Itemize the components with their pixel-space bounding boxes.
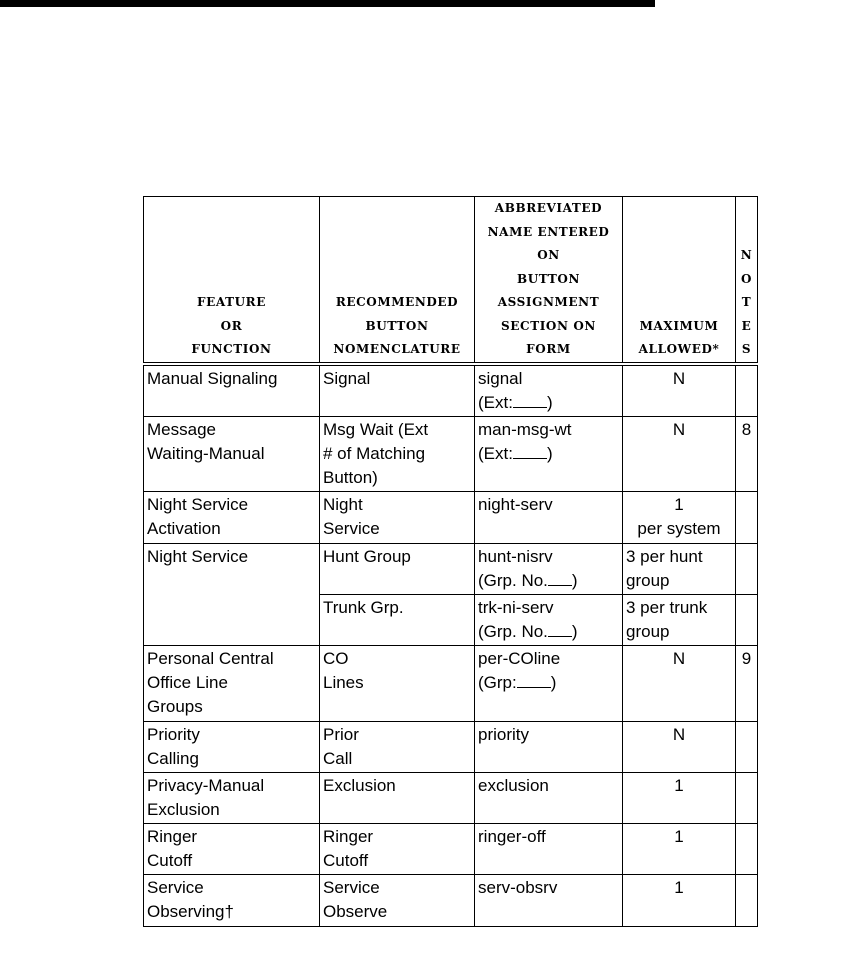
nomenclature-cell: Prior Call [320, 721, 475, 772]
table-row [144, 416, 758, 491]
maximum-cell: 1 [623, 874, 736, 926]
maximum-cell: N [623, 364, 736, 417]
header-notes: N O T E S [736, 197, 758, 364]
maximum-cell: 3 per trunk group [623, 594, 736, 645]
top-rule [0, 0, 655, 7]
table-row [144, 364, 758, 417]
notes-cell [736, 823, 758, 874]
nomenclature-cell: Ringer Cutoff [320, 823, 475, 874]
button-assignment-table [143, 196, 758, 927]
header-nomenclature: RECOMMENDED BUTTON NOMENCLATURE [320, 197, 475, 364]
fill-in-blank [513, 393, 547, 408]
feature-cell: Privacy-Manual Exclusion [144, 772, 320, 823]
abbreviation-cell: night-serv [475, 491, 623, 543]
header-feature: FEATURE OR FUNCTION [144, 197, 320, 364]
header-maximum-allowed: MAXIMUM ALLOWED* [623, 197, 736, 364]
feature-cell: Night Service Activation [144, 491, 320, 543]
abbreviation-cell: exclusion [475, 772, 623, 823]
notes-cell [736, 772, 758, 823]
header-abbreviated-name: ABBREVIATED NAME ENTERED ON BUTTON ASSIGNMENT SECTION ON FORM [475, 197, 623, 364]
maximum-cell: N [623, 721, 736, 772]
nomenclature-cell: Night Service [320, 491, 475, 543]
table-row [144, 491, 758, 543]
notes-cell [736, 364, 758, 417]
nomenclature-cell: Trunk Grp. [320, 594, 475, 645]
nomenclature-cell: Signal [320, 364, 475, 417]
fill-in-blank [548, 622, 572, 637]
abbreviation-cell: ringer-off [475, 823, 623, 874]
notes-cell [736, 543, 758, 594]
abbreviation-cell: serv-obsrv [475, 874, 623, 926]
nomenclature-cell: CO Lines [320, 645, 475, 721]
nomenclature-cell: Hunt Group [320, 543, 475, 594]
feature-cell: Night Service [144, 543, 320, 645]
maximum-cell: N [623, 416, 736, 491]
maximum-cell: N [623, 645, 736, 721]
notes-cell [736, 491, 758, 543]
maximum-cell: 1 [623, 772, 736, 823]
table-row [144, 874, 758, 926]
abbreviation-cell: man-msg-wt (Ext: ) [475, 416, 623, 491]
fill-in-blank [517, 673, 551, 688]
notes-cell [736, 721, 758, 772]
table-row [144, 645, 758, 721]
abbreviation-cell: signal (Ext: ) [475, 364, 623, 417]
abbreviation-cell: priority [475, 721, 623, 772]
maximum-cell: 1 [623, 823, 736, 874]
nomenclature-cell: Exclusion [320, 772, 475, 823]
notes-cell [736, 594, 758, 645]
fill-in-blank [513, 444, 547, 459]
feature-cell: Service Observing† [144, 874, 320, 926]
notes-cell: 9 [736, 645, 758, 721]
table-row [144, 543, 758, 594]
fill-in-blank [548, 571, 572, 586]
table-row [144, 772, 758, 823]
notes-cell [736, 874, 758, 926]
feature-cell: Ringer Cutoff [144, 823, 320, 874]
maximum-cell: 3 per hunt group [623, 543, 736, 594]
feature-cell: Priority Calling [144, 721, 320, 772]
abbreviation-cell: trk-ni-serv (Grp. No. ) [475, 594, 623, 645]
feature-cell: Manual Signaling [144, 364, 320, 417]
nomenclature-cell: Service Observe [320, 874, 475, 926]
abbreviation-cell: hunt-nisrv (Grp. No. ) [475, 543, 623, 594]
nomenclature-cell: Msg Wait (Ext # of Matching Button) [320, 416, 475, 491]
notes-cell: 8 [736, 416, 758, 491]
feature-cell: Message Waiting-Manual [144, 416, 320, 491]
header-row [144, 197, 758, 364]
maximum-cell: 1 per system [623, 491, 736, 543]
feature-cell: Personal Central Office Line Groups [144, 645, 320, 721]
table-row [144, 721, 758, 772]
table-row [144, 823, 758, 874]
abbreviation-cell: per-COline (Grp: ) [475, 645, 623, 721]
